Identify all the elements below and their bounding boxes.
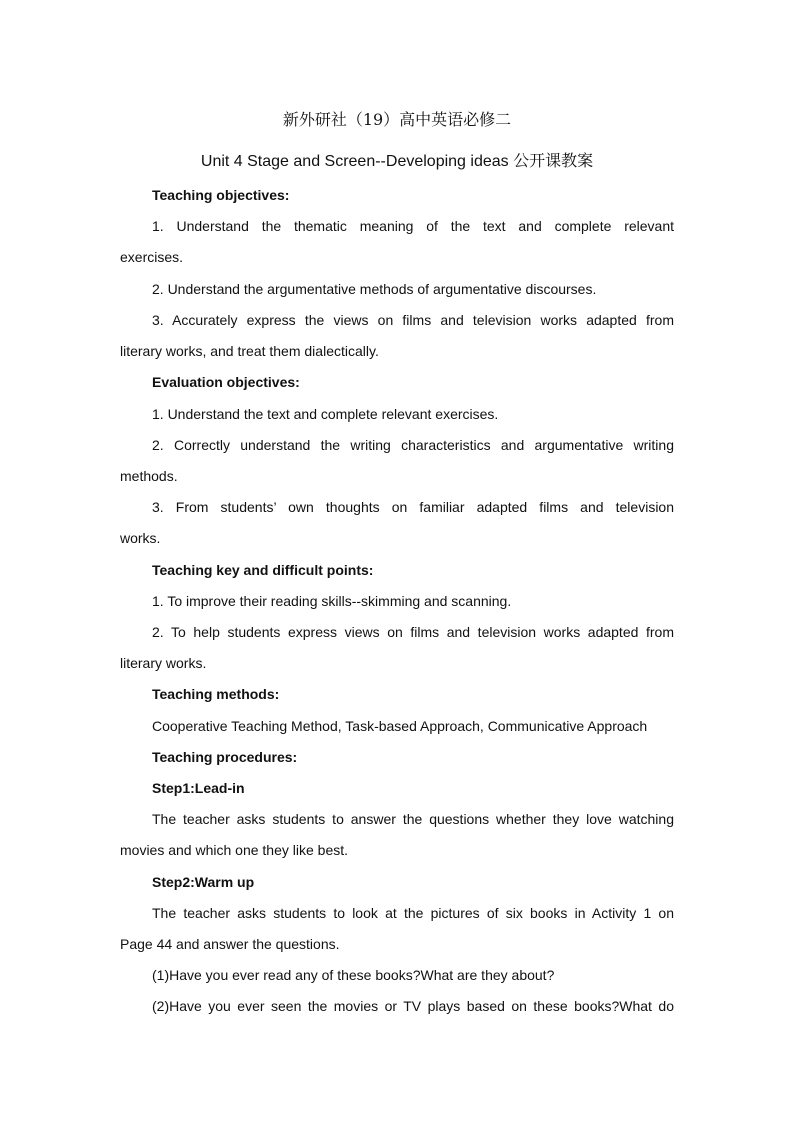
step2-text: The teacher asks students to look at the pictures of six books in Activity 1 on [152, 905, 674, 921]
teaching-methods-text: Cooperative Teaching Method, Task-based Approach, Communicative Approach [152, 718, 648, 734]
step1-text-cont: movies and which one they like best. [120, 842, 349, 858]
key-point-2-cont: literary works. [120, 655, 207, 671]
teaching-objective-3: 3. Accurately express the views on films and television works adapted from [152, 312, 674, 328]
evaluation-objective-1: 1. Understand the text and complete relevant exercises. [152, 406, 499, 422]
document-title-en: Unit 4 Stage and Screen--Developing ideas 公开课教案 [200, 153, 594, 170]
evaluation-objectives-heading: Evaluation objectives: [152, 374, 300, 390]
key-point-2: 2. To help students express views on films and television works adapted from [152, 624, 674, 640]
document-title-cn: 新外研社（19）高中英语必修二 [282, 110, 512, 129]
key-point-1: 1. To improve their reading skills--skimming and scanning. [152, 593, 512, 609]
teaching-objective-1-cont: exercises. [120, 249, 184, 265]
question-1: (1)Have you ever read any of these books?What are they about? [152, 967, 555, 983]
evaluation-objective-3: 3. From students’ own thoughts on familiar adapted films and television [152, 499, 674, 515]
evaluation-objective-2: 2. Correctly understand the writing characteristics and argumentative writing [152, 437, 674, 453]
evaluation-objective-2-cont: methods. [120, 468, 178, 484]
teaching-procedures-heading: Teaching procedures: [152, 749, 298, 765]
teaching-objectives-heading: Teaching objectives: [152, 187, 290, 203]
step2-text-cont: Page 44 and answer the questions. [120, 936, 340, 952]
evaluation-objective-3-cont: works. [120, 530, 161, 546]
key-points-heading: Teaching key and difficult points: [152, 562, 374, 578]
step1-heading: Step1:Lead-in [152, 780, 245, 796]
teaching-objective-1: 1. Understand the thematic meaning of the text and complete relevant [152, 218, 674, 234]
teaching-objective-2: 2. Understand the argumentative methods of argumentative discourses. [152, 281, 597, 297]
step1-text: The teacher asks students to answer the questions whether they love watching [152, 811, 674, 827]
teaching-objective-3-cont: literary works, and treat them dialectically. [120, 343, 379, 359]
step2-heading: Step2:Warm up [152, 874, 255, 890]
teaching-methods-heading: Teaching methods: [152, 686, 280, 702]
question-2: (2)Have you ever seen the movies or TV plays based on these books?What do [152, 998, 674, 1014]
